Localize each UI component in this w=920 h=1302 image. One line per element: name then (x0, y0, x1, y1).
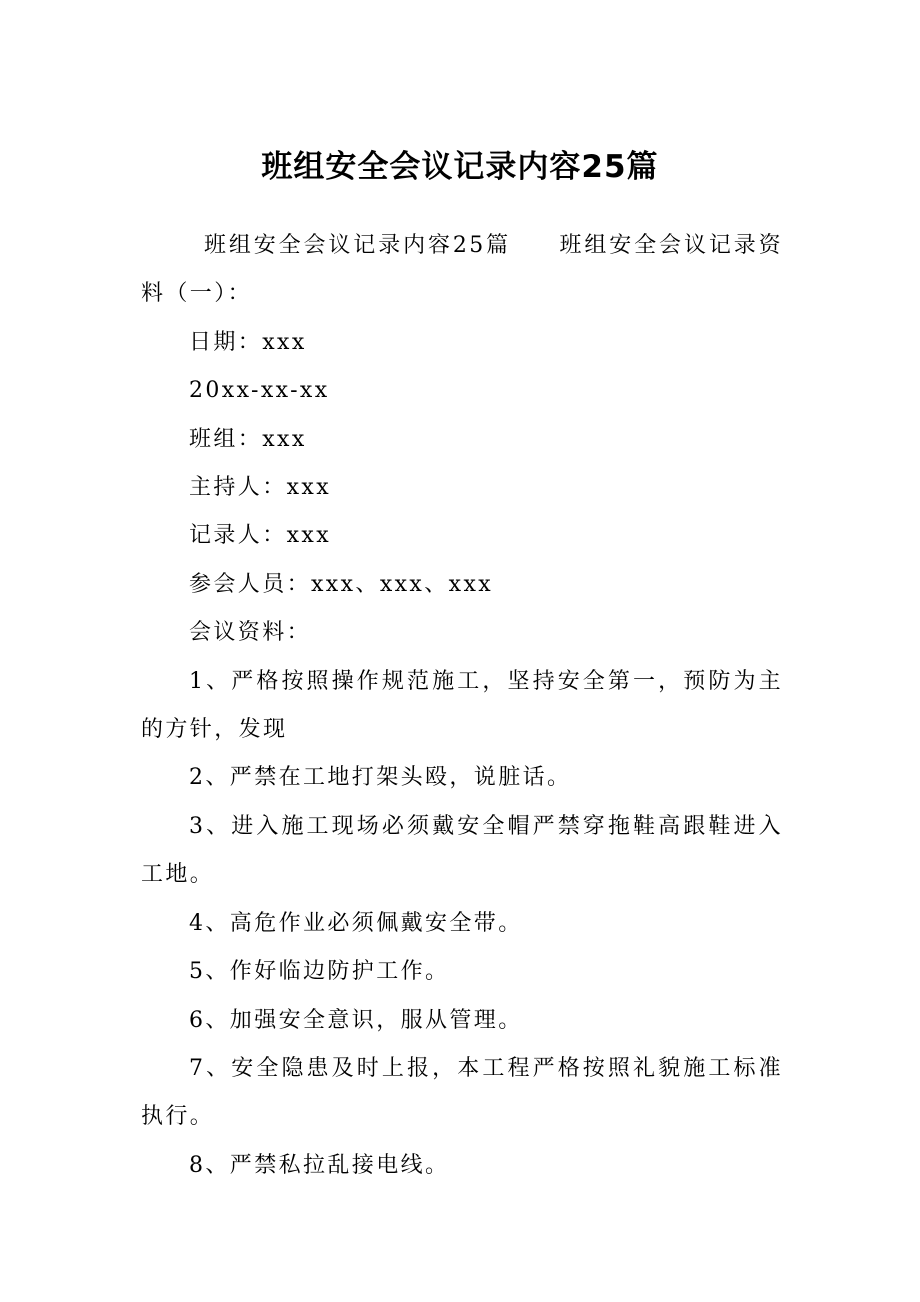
date-value-line: 20xx-xx-xx (189, 378, 330, 404)
document-title: 班组安全会议记录内容25篇 (261, 149, 659, 185)
attendees-line: 参会人员：xxx、xxx、xxx (189, 571, 494, 597)
intro-title-text: 班组安全会议记录内容25篇 (204, 233, 512, 258)
host-line: 主持人：xxx (189, 475, 332, 501)
list-item-5: 5、作好临边防护工作。 (189, 959, 450, 985)
list-item-6: 6、加强安全意识，服从管理。 (189, 1007, 523, 1033)
list-item-8: 8、严禁私拉乱接电线。 (189, 1152, 450, 1178)
meeting-content-label: 会议资料： (189, 620, 312, 646)
team-line: 班组：xxx (189, 426, 307, 452)
list-item-2: 2、严禁在工地打架头殴，说脏话。 (189, 765, 572, 791)
intro-section-heading: 班组安全会议记录资料（一）： (141, 233, 783, 307)
date-line: 日期：xxx (189, 329, 307, 355)
document-body (141, 222, 783, 1190)
recorder-line: 记录人：xxx (189, 523, 332, 549)
list-item-7: 7、安全隐患及时上报，本工程严格按照礼貌施工标准执行。 (141, 1055, 783, 1130)
list-item-3: 3、进入施工现场必须戴安全帽严禁穿拖鞋高跟鞋进入工地。 (141, 813, 783, 888)
list-item-1: 1、严格按照操作规范施工，坚持安全第一，预防为主的方针，发现 (141, 668, 783, 743)
intro-paragraph (141, 222, 783, 319)
list-item-4: 4、高危作业必须佩戴安全带。 (189, 910, 523, 936)
